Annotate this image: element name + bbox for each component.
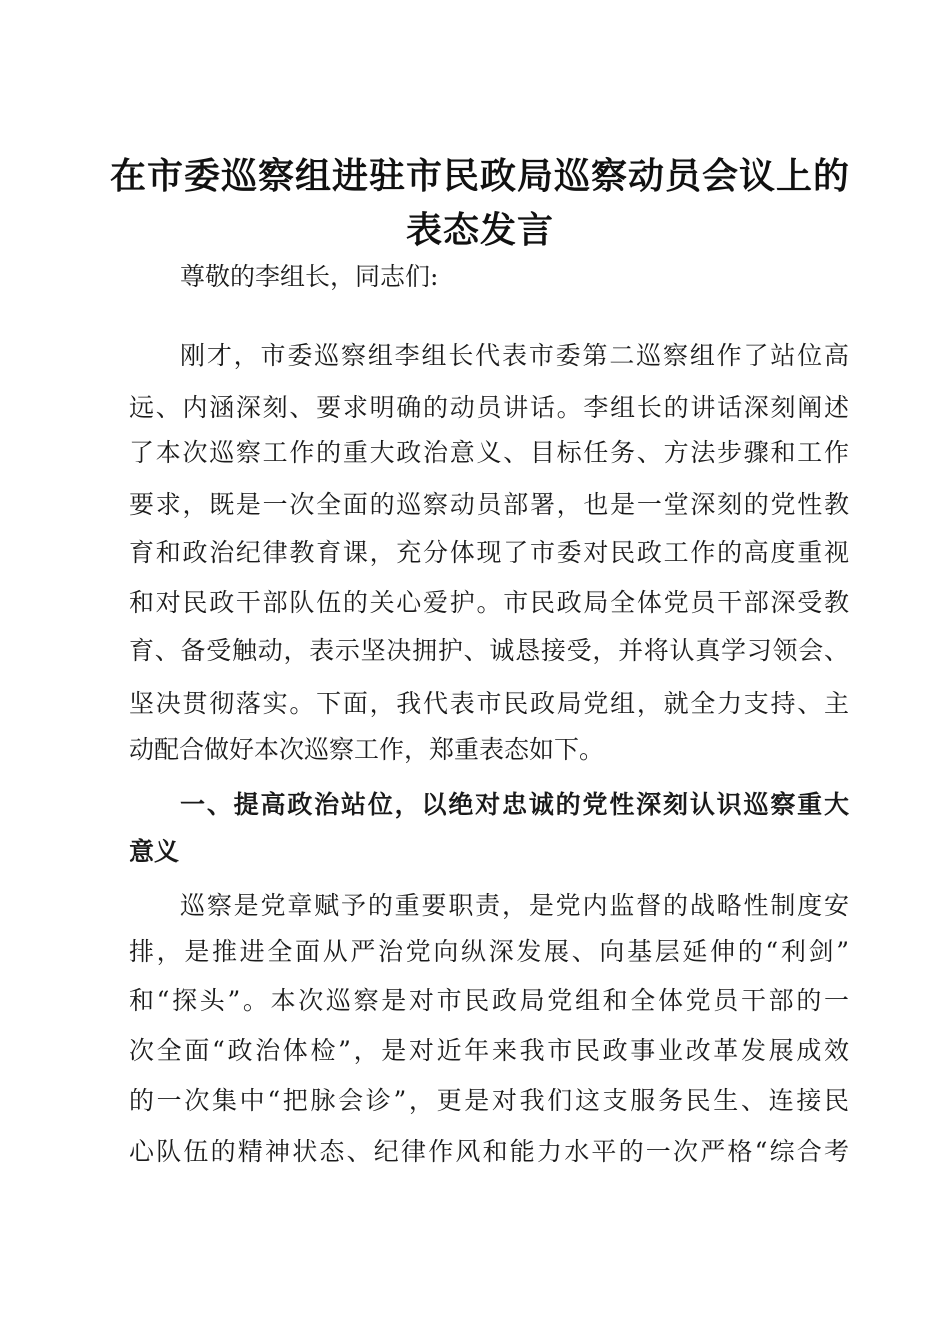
salutation: 尊敬的李组长，同志们:: [180, 262, 439, 291]
paragraph-2-line: 次全面“政治体检”，是对近年来我市民政事业改革发展成效: [129, 1036, 849, 1065]
paragraph-1-line: 远、内涵深刻、要求明确的动员讲话。李组长的讲话深刻阐述: [129, 393, 849, 422]
paragraph-1-line: 育和政治纪律教育课，充分体现了市委对民政工作的高度重视: [129, 538, 849, 567]
paragraph-1-line: 育、备受触动，表示坚决拥护、诚恳接受，并将认真学习领会、: [129, 636, 849, 665]
paragraph-1-line: 动配合做好本次巡察工作，郑重表态如下。: [129, 735, 605, 764]
paragraph-2-line: 的一次集中“把脉会诊”，更是对我们这支服务民生、连接民: [129, 1086, 849, 1115]
paragraph-1-line: 坚决贯彻落实。下面，我代表市民政局党组，就全力支持、主: [129, 689, 849, 718]
section-1-heading-line-1: 一、提高政治站位，以绝对忠诚的党性深刻认识巡察重大: [180, 790, 849, 819]
paragraph-1-line: 和对民政干部队伍的关心爱护。市民政局全体党员干部深受教: [129, 588, 849, 617]
paragraph-2-line: 巡察是党章赋予的重要职责，是党内监督的战略性制度安: [180, 891, 849, 920]
document-title-line-1: 在市委巡察组进驻市民政局巡察动员会议上的: [109, 155, 850, 197]
paragraph-2-line: 排，是推进全面从严治党向纵深发展、向基层延伸的“利剑”: [129, 937, 849, 966]
paragraph-1-line: 要求，既是一次全面的巡察动员部署，也是一堂深刻的党性教: [129, 490, 849, 519]
paragraph-2-line: 心队伍的精神状态、纪律作风和能力水平的一次严格“综合考: [129, 1137, 849, 1166]
paragraph-1-line: 刚才，市委巡察组李组长代表市委第二巡察组作了站位高: [180, 341, 849, 370]
section-1-heading-line-2: 意义: [129, 837, 180, 866]
paragraph-2-line: 和“探头”。本次巡察是对市民政局党组和全体党员干部的一: [129, 986, 849, 1015]
document-title-line-2: 表态发言: [405, 209, 554, 251]
paragraph-1-line: 了本次巡察工作的重大政治意义、目标任务、方法步骤和工作: [129, 438, 849, 467]
